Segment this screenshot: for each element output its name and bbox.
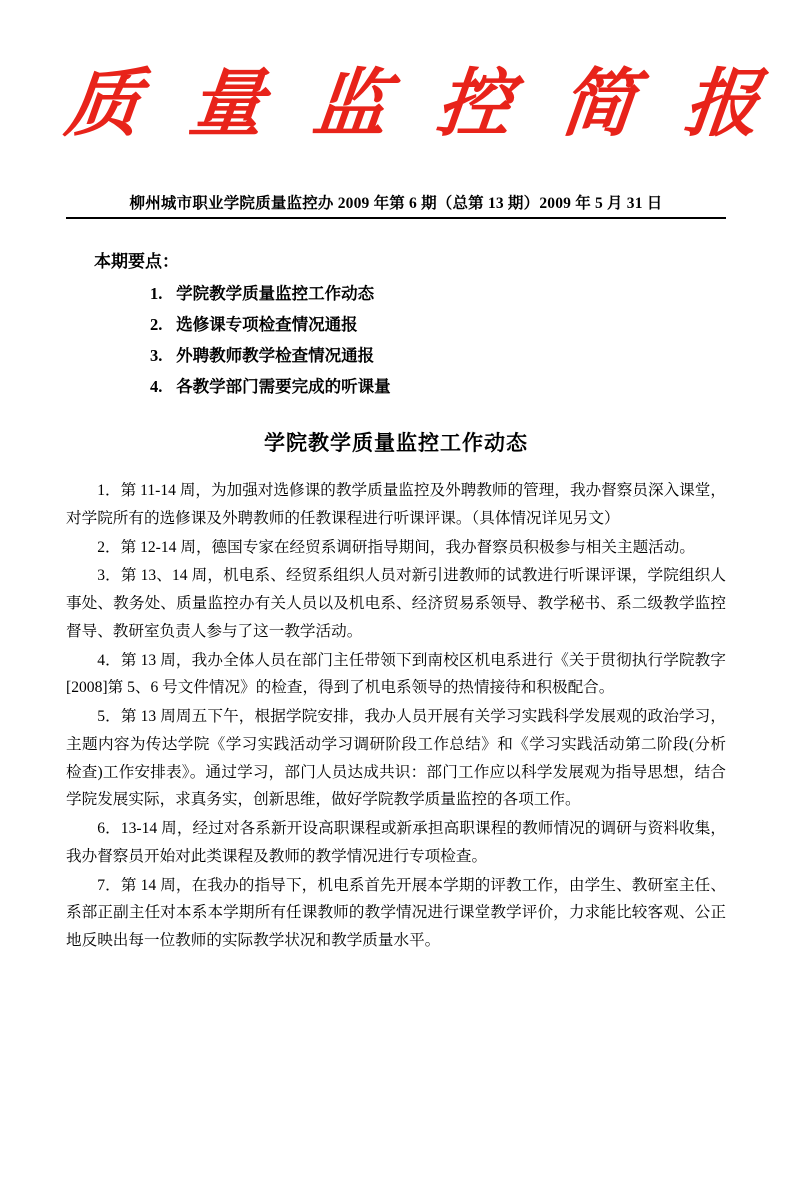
- paragraph: 2．第 12-14 周，德国专家在经贸系调研指导期间，我办督察员积极参与相关主题活动。: [97, 538, 695, 556]
- paragraph: 3．第 13、14 周，机电系、经贸系组织人员对新引进教师的试教进行听课评课，学院组织人事处、教务处、质量监控办有关人员以及机电系、经济贸易系领导、教学秘书、系二级教学监控督导、教研室负责人参与了这一教学活动。: [66, 567, 726, 640]
- highlight-label: 学院教学质量监控工作动态: [176, 284, 375, 304]
- issue-line-text: 柳州城市职业学院质量监控办 2009 年第 6 期（总第 13 期）2009 年 5 月 31 日: [129, 195, 663, 213]
- highlights-title: 本期要点：: [94, 252, 179, 272]
- highlight-label: 各教学部门需要完成的听课量: [176, 377, 391, 397]
- highlight-item: [150, 373, 726, 397]
- highlight-item: [150, 342, 726, 366]
- body-text: [66, 477, 726, 955]
- highlight-number: 1.: [150, 284, 163, 304]
- highlight-item: [150, 280, 726, 304]
- highlight-item: [150, 311, 726, 335]
- masthead-title: 质 量 监 控 简 报: [61, 61, 776, 147]
- paragraph: 4．第 13 周，我办全体人员在部门主任带领下到南校区机电系进行《关于贯彻执行学院教字[2008]第 5、6 号文件情况》的检查，得到了机电系领导的热情接待和积极配合。: [66, 651, 726, 697]
- highlight-number: 2.: [150, 315, 163, 335]
- highlight-label: 外聘教师教学检查情况通报: [176, 346, 375, 366]
- highlights-section: [66, 247, 726, 397]
- highlight-number: 3.: [150, 346, 163, 366]
- paragraph: 7．第 14 周，在我办的指导下，机电系首先开展本学期的评教工作，由学生、教研室主任、系部正副主任对本系本学期所有任课教师的教学情况进行课堂教学评价，力求能比较客观、公正地反映出每一位教师的实际教学状况和教学质量水平。: [66, 876, 726, 950]
- paragraph: 1．第 11-14 周，为加强对选修课的教学质量监控及外聘教师的管理，我办督察员深入课堂，对学院所有的选修课及外聘教师的任教课程进行听课评课。（具体情况详见另文）: [66, 482, 726, 527]
- paragraph: 6．13-14 周，经过对各系新开设高职课程或新承担高职课程的教师情况的调研与资料收集，我办督察员开始对此类课程及教师的教学情况进行专项检查。: [66, 820, 726, 865]
- section-heading: 学院教学质量监控工作动态: [264, 431, 528, 456]
- highlight-number: 4.: [150, 377, 163, 397]
- highlight-label: 选修课专项检查情况通报: [176, 315, 358, 335]
- document-page: [0, 62, 792, 1182]
- issue-line: [66, 191, 726, 219]
- paragraph: 5．第 13 周周五下午，根据学院安排，我办人员开展有关学习实践科学发展观的政治学习，主题内容为传达学院《学习实践活动学习调研阶段工作总结》和《学习实践活动第二阶段(分析检查)工作安排表》。通过学习，部门人员达成共识：部门工作应以科学发展观为指导思想，结合学院发展实际，求真务实，创新思维，做好学院教学质量监控的各项工作。: [66, 708, 726, 809]
